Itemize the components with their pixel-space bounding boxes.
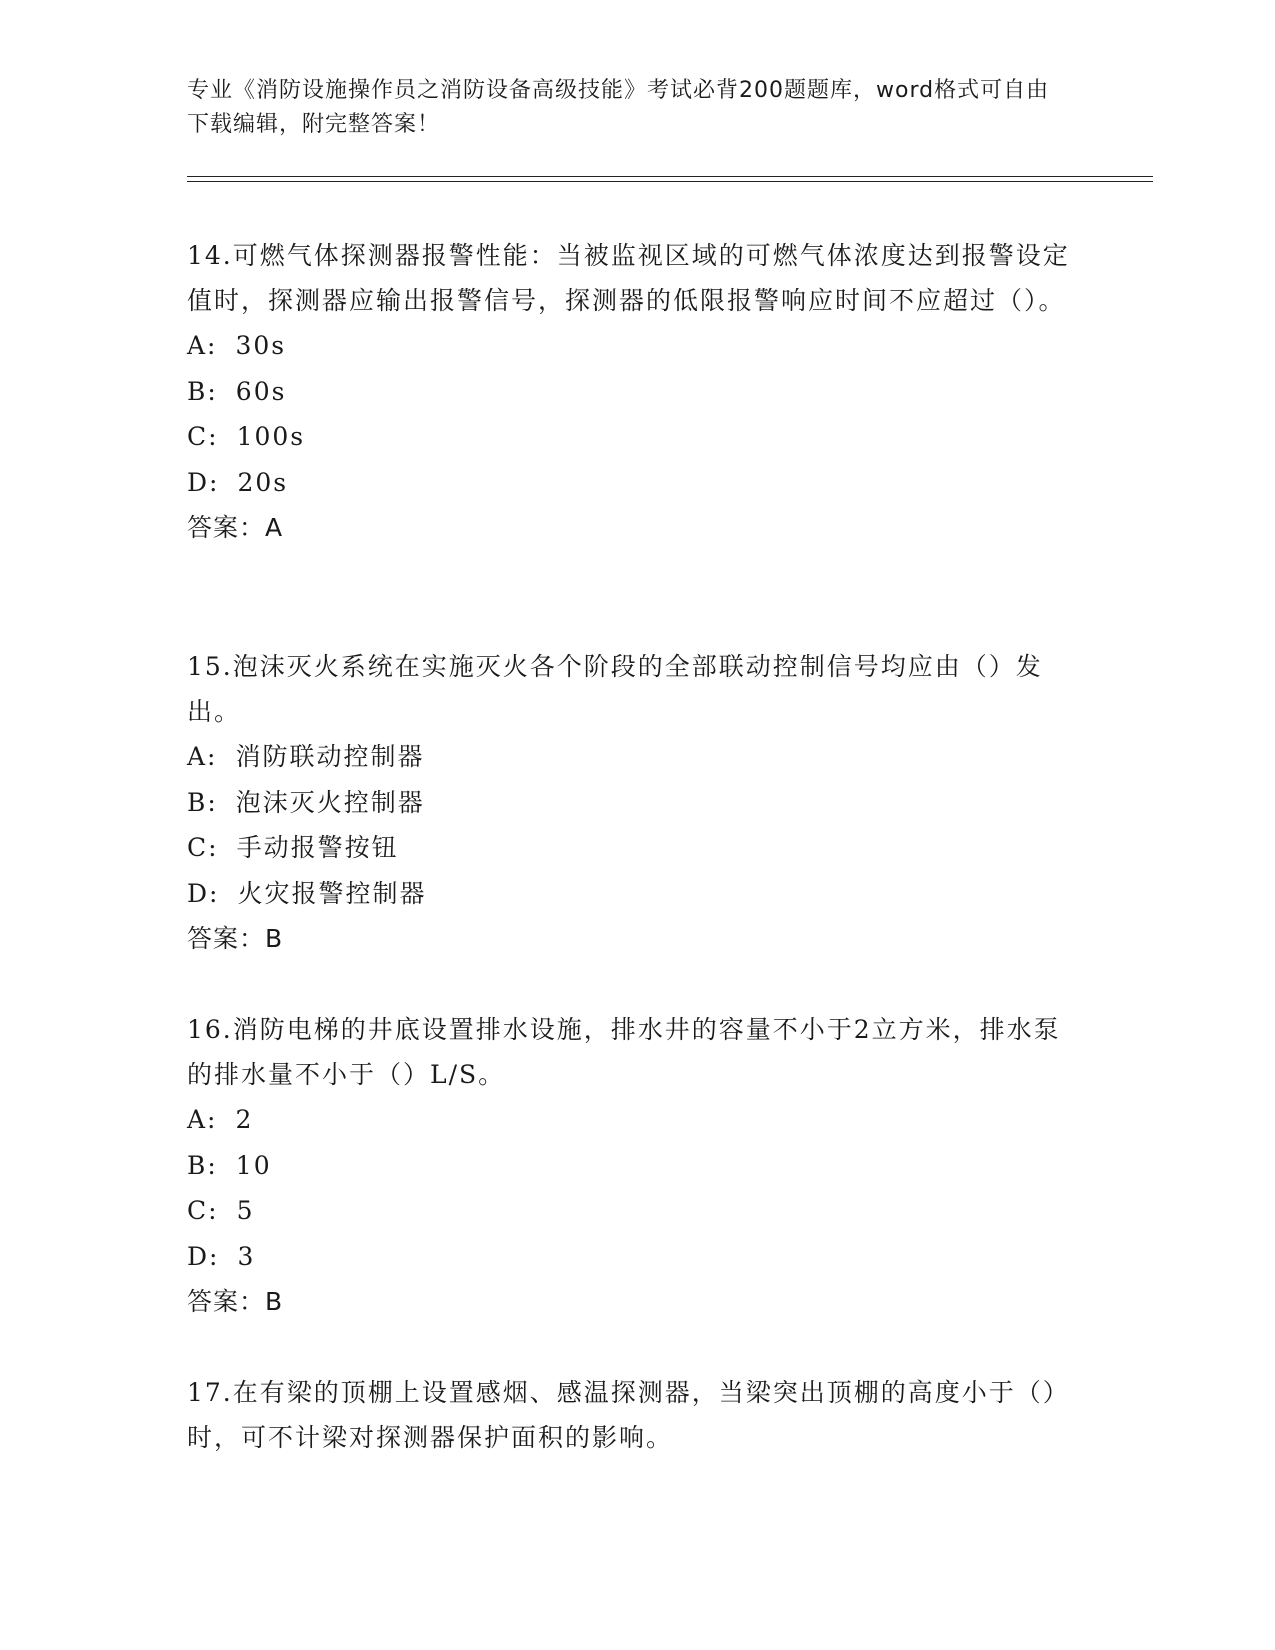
option-key: D: (187, 1241, 220, 1271)
option-text: 消防联动控制器 (235, 742, 425, 771)
option-c (187, 1188, 1077, 1234)
option-key: A: (187, 742, 218, 771)
header-divider-top (187, 176, 1153, 177)
option-c (187, 414, 1077, 460)
option-text: 火灾报警控制器 (237, 878, 427, 908)
answer-line: 答案：A (187, 513, 284, 542)
option-key: C: (187, 833, 219, 862)
option-text: 泡沫灭火控制器 (235, 787, 425, 817)
option-key: A: (187, 331, 218, 360)
header-divider-bottom (187, 181, 1153, 182)
option-list (187, 323, 1077, 505)
question-text: 14.可燃气体探测器报警性能：当被监视区域的可燃气体浓度达到报警设定值时，探测器应输出报警信号，探测器的低限报警响应时间不应超过（）。 (187, 241, 1070, 315)
option-text: 30s (235, 331, 287, 360)
option-text: 20s (237, 467, 289, 497)
option-text: 60s (235, 376, 287, 406)
document-header: 专业《消防设施操作员之消防设备高级技能》考试必背200题题库，word格式可自由下载编辑，附完整答案！ (187, 78, 1050, 137)
question-16 (187, 1007, 1077, 1324)
option-a (187, 1097, 1077, 1143)
question-text: 15.泡沫灭火系统在实施灭火各个阶段的全部联动控制信号均应由（）发出。 (187, 652, 1043, 726)
option-b (187, 780, 1077, 826)
answer-line: 答案：B (187, 924, 284, 953)
option-d (187, 1234, 1077, 1280)
option-d (187, 460, 1077, 506)
option-text: 2 (235, 1105, 254, 1134)
option-key: C: (187, 422, 219, 451)
option-list (187, 1097, 1077, 1279)
question-17 (187, 1370, 1077, 1460)
option-text: 100s (236, 422, 306, 451)
option-c (187, 825, 1077, 871)
option-text: 手动报警按钮 (236, 833, 399, 862)
option-d (187, 871, 1077, 917)
answer-line: 答案：B (187, 1287, 284, 1316)
option-key: A: (187, 1105, 218, 1134)
option-text: 10 (235, 1150, 272, 1180)
question-15 (187, 644, 1077, 961)
option-list (187, 734, 1077, 916)
option-key: B: (187, 376, 218, 406)
question-text: 16.消防电梯的井底设置排水设施，排水井的容量不小于2立方米，排水泵的排水量不小于（）L/S。 (187, 1015, 1061, 1089)
option-text: 3 (237, 1241, 256, 1271)
option-a (187, 734, 1077, 780)
option-b (187, 1143, 1077, 1189)
option-key: B: (187, 787, 218, 817)
option-b (187, 369, 1077, 415)
option-text: 5 (236, 1196, 255, 1225)
option-key: D: (187, 878, 220, 908)
option-a (187, 323, 1077, 369)
option-key: B: (187, 1150, 218, 1180)
question-14 (187, 233, 1077, 550)
option-key: D: (187, 467, 220, 497)
option-key: C: (187, 1196, 219, 1225)
question-text: 17.在有梁的顶棚上设置感烟、感温探测器，当梁突出顶棚的高度小于（）时，可不计梁对探测器保护面积的影响。 (187, 1378, 1070, 1452)
